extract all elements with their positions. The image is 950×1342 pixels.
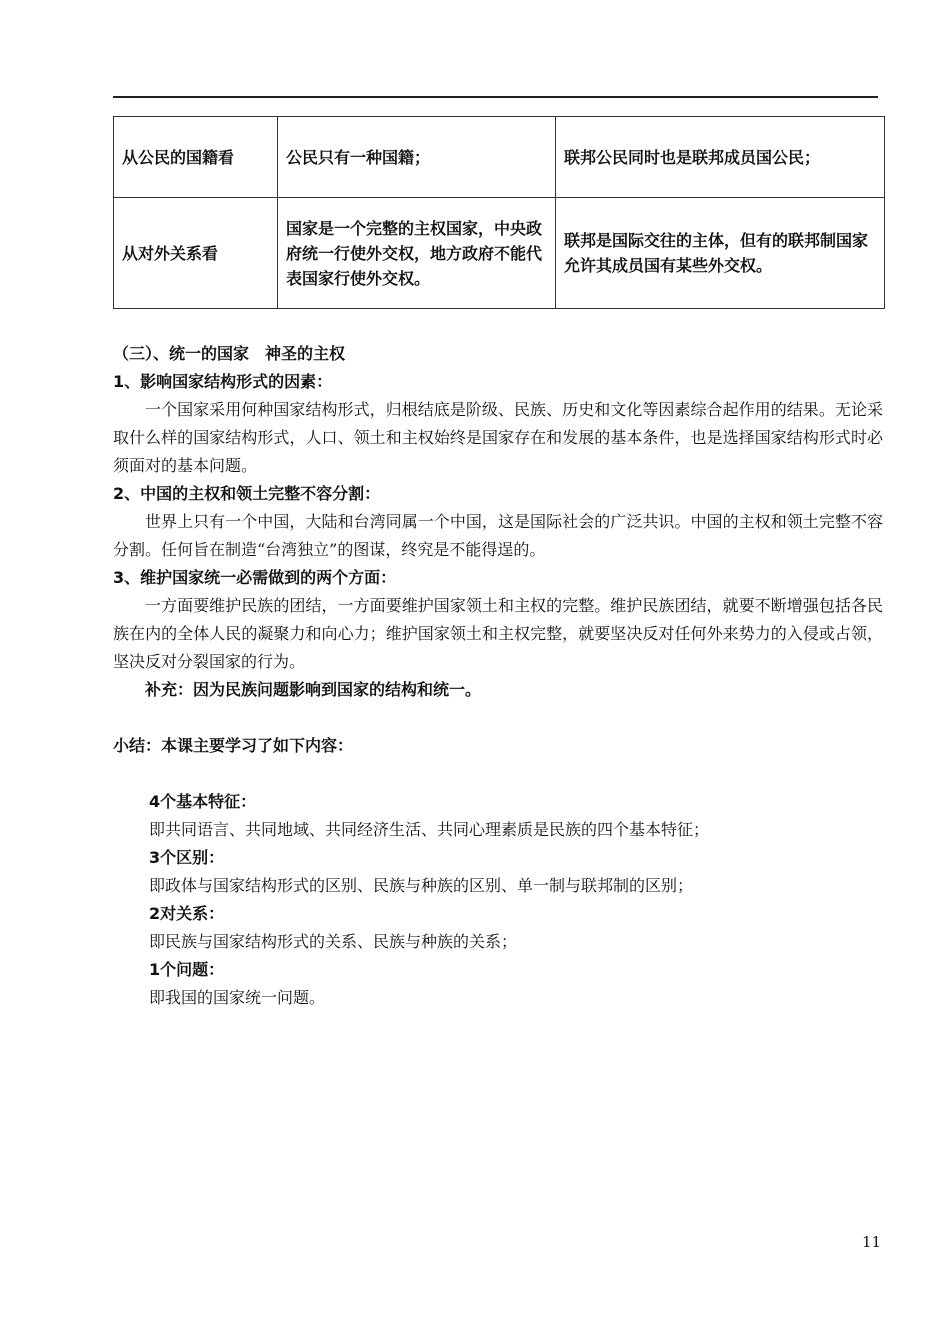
summary-body: 即民族与国家结构形式的关系、民族与种族的关系； [149,932,518,951]
item-body: 世界上只有一个中国，大陆和台湾同属一个中国，这是国际社会的广泛共识。中国的主权和领土完整不容分割。任何旨在制造“台湾独立”的图谋，终究是不能得逞的。 [113,512,883,559]
header-rule [113,96,878,98]
federal-cell: 联邦公民同时也是联邦成员国公民； [556,117,885,198]
federal-cell: 联邦是国际交往的主体，但有的联邦制国家允许其成员国有某些外交权。 [556,198,885,309]
summary-title: 小结：本课主要学习了如下内容： [113,736,354,755]
summary-heading: 2对关系： [149,904,225,923]
summary-body: 即政体与国家结构形式的区别、民族与种族的区别、单一制与联邦制的区别； [149,876,694,895]
comparison-table [113,116,885,309]
table-row [114,198,885,309]
unitary-cell: 国家是一个完整的主权国家，中央政府统一行使外交权，地方政府不能代表国家行使外交权。 [278,198,556,309]
row-label: 从对外关系看 [114,198,278,309]
item-heading: 1、影响国家结构形式的因素： [113,372,333,391]
summary-body: 即共同语言、共同地域、共同经济生活、共同心理素质是民族的四个基本特征； [149,820,710,839]
item-heading: 3、维护国家统一必需做到的两个方面： [113,568,397,587]
supplement-note: 补充：因为民族问题影响到国家的结构和统一。 [145,680,482,699]
main-content [113,340,883,1012]
table-row [114,117,885,198]
summary-list [149,788,883,1012]
summary-body: 即我国的国家统一问题。 [149,988,326,1007]
item-body: 一方面要维护民族的团结，一方面要维护国家领土和主权的完整。维护民族团结，就要不断增强包括各民族在内的全体人民的凝聚力和向心力；维护国家领土和主权完整，就要坚决反对任何外来势力的入侵或占领，坚决反对分裂国家的行为。 [113,596,883,671]
unitary-cell: 公民只有一种国籍； [278,117,556,198]
summary-heading: 4个基本特征： [149,792,257,811]
row-label: 从公民的国籍看 [114,117,278,198]
page-number: 11 [862,1233,882,1251]
summary-heading: 1个问题： [149,960,225,979]
section-title: （三）、统一的国家 神圣的主权 [113,344,346,363]
item-heading: 2、中国的主权和领土完整不容分割： [113,484,381,503]
spacer [113,760,883,788]
spacer [113,704,883,732]
item-body: 一个国家采用何种国家结构形式，归根结底是阶级、民族、历史和文化等因素综合起作用的结果。无论采取什么样的国家结构形式，人口、领土和主权始终是国家存在和发展的基本条件，也是选择国家结构形式时必须面对的基本问题。 [113,400,883,475]
summary-heading: 3个区别： [149,848,225,867]
